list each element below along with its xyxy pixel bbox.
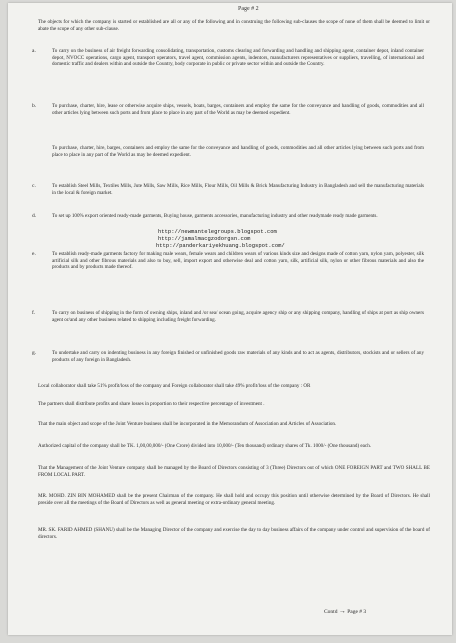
watermark-url: http://panderkariyekhuang.blogspot.com/ [156, 242, 285, 249]
item-label: b. [32, 103, 37, 109]
arrow-right-icon: → [338, 607, 346, 615]
item-text: To undertake and carry on indenting business in any foreign finished or unfinished goods raw materials of any kinds and to act as agents, distributors, stockists and or sellers of any products of any foreign in Bangladesh. [52, 350, 424, 363]
item-text: To purchase, charter, hire, lease or otherwise acquire ships, vessels, boats, barges, containers and employ the same for the conveyance and handling of goods, commodities and all other articles lying between such ports and from place to place in any part of the World as may be deemed expedient. [52, 103, 424, 116]
paragraph-text: MR. SK. FARID AHMED (SHANU) shall be the Managing Director of the company and exercise the day to day business affairs of the company under control and supervision of the board of directors. [38, 527, 430, 540]
paragraph-text: Authorized capital of the company shall be TK. 1,00,00,000/- (One Crore) divided into 10,000/- (Ten thousand) ordinary shares of Tk. 1000/- (One thousand) each. [38, 443, 372, 449]
paragraph-text: The partners shall distribute profits and share losses in proportion to their respective percentage of investment . [38, 401, 265, 407]
body-paragraph [38, 493, 430, 506]
list-item [32, 251, 430, 271]
item-text: To establish ready-made garments factory for making male wears, female wears and children wears of various kinds size and designs made of cotton yarn, nylon yarn, polyester, silk artificial silk and other fibrous materials and also to buy, sell, import export and otherwise deal and cotton yarn, silk, artificial silk, nylon or other fibrous materials and also the products and by products made thereof. [52, 251, 424, 271]
item-text: To purchase, charter, hire, barges, containers and employ the same for the conveyance and handling of goods, commodities and all other articles lying between such ports and from place to place in any part of the World as may be deemed expedient. [52, 145, 424, 158]
watermark-url: http://newmantelegroups.blogspot.com [158, 228, 277, 235]
next-page-label: Page # 3 [347, 609, 367, 615]
item-label: d. [32, 213, 37, 219]
item-label: a. [32, 48, 36, 54]
document-page [8, 3, 452, 635]
list-item [32, 213, 430, 220]
body-paragraph [38, 401, 430, 408]
paragraph-text: MR. MOHD. ZIN BIN MOHAMED shall be the present Chairman of the company. He shall hold and occupy this position until otherwise determined by the Board of Directors. He shall preside over all the meetings of the Board of Directors as well as general meeting or extra-ordinary general meeting. [38, 493, 430, 506]
paragraph-text: That the Management of the Joint Venture company shall be managed by the Board of Directors consisting of 3 (Three) Directors out of which ONE FOREIGN PART and TWO SHALL BE FROM LOCAL PART. [38, 465, 430, 478]
body-paragraph [38, 527, 430, 540]
intro-text: The objects for which the company is started or established are all or any of the following and in construing the following sub-clauses the scope of none of them shall be deemed to limit or abate the scope of any other sub-clause. [38, 19, 430, 32]
item-label: e. [32, 251, 36, 257]
paragraph-text: That the main object and scope of the Joint Venture business shall be incorporated in the Memorandum of Association and Articles of Association. [38, 421, 337, 427]
body-paragraph [38, 465, 430, 478]
continued-note [324, 607, 366, 615]
body-paragraph [38, 421, 430, 428]
body-paragraph [38, 443, 430, 450]
list-item [32, 183, 430, 196]
intro-paragraph [38, 19, 430, 32]
item-text: To carry on business of shipping in the form of owning ships, inland and /or sea/ ocean going, acquire agency ship or any shipping company, handling of ships at port as ship owners agent or/and any other business related to shipping including freight forwarding. [52, 310, 424, 323]
list-item [32, 48, 430, 68]
watermark-url: http://jamalmacgzodorgsn.com [158, 235, 251, 242]
list-item [38, 145, 430, 158]
item-label: c. [32, 183, 36, 189]
list-item [32, 310, 430, 323]
page-number: Page # 2 [238, 6, 259, 12]
list-item [32, 350, 430, 363]
paragraph-text: Local collaborator shall take 51% profit/loss of the company and Foreign collaborator shall take 49% profit/loss of the company : OR [38, 383, 311, 389]
item-text: To carry on the business of air freight forwarding consolidating, transportation, customs clearing and forwarding and handling and shipping agent, container depot, inland container depot, NVOCC operations, cargo agent, transport operators, travel agent, commission agents, indentors, manufacturers representatives or suppliers, travelling, of international and domestic traffic and dealers within and outside the Country, body corporate in public or private sector within and outside the Country. [52, 48, 424, 68]
item-label: f. [32, 310, 36, 316]
item-text: To set up 100% export oriented ready-made garments, Buying house, garments accessories, manufacturing industry and other readymade ready made garments. [52, 213, 378, 219]
body-paragraph [38, 383, 430, 390]
contd-label: Contd [324, 609, 338, 615]
item-text: To establish Steel Mills, Textiles Mills, Jute Mills, Saw Mills, Rice Mills, Flour Mills, Oil Mills & Brick Manufacturing Industry in Bangladesh and sell the manufacturing materials in the local & foreign market. [52, 183, 424, 196]
list-item [32, 103, 430, 116]
item-label: g. [32, 350, 37, 356]
